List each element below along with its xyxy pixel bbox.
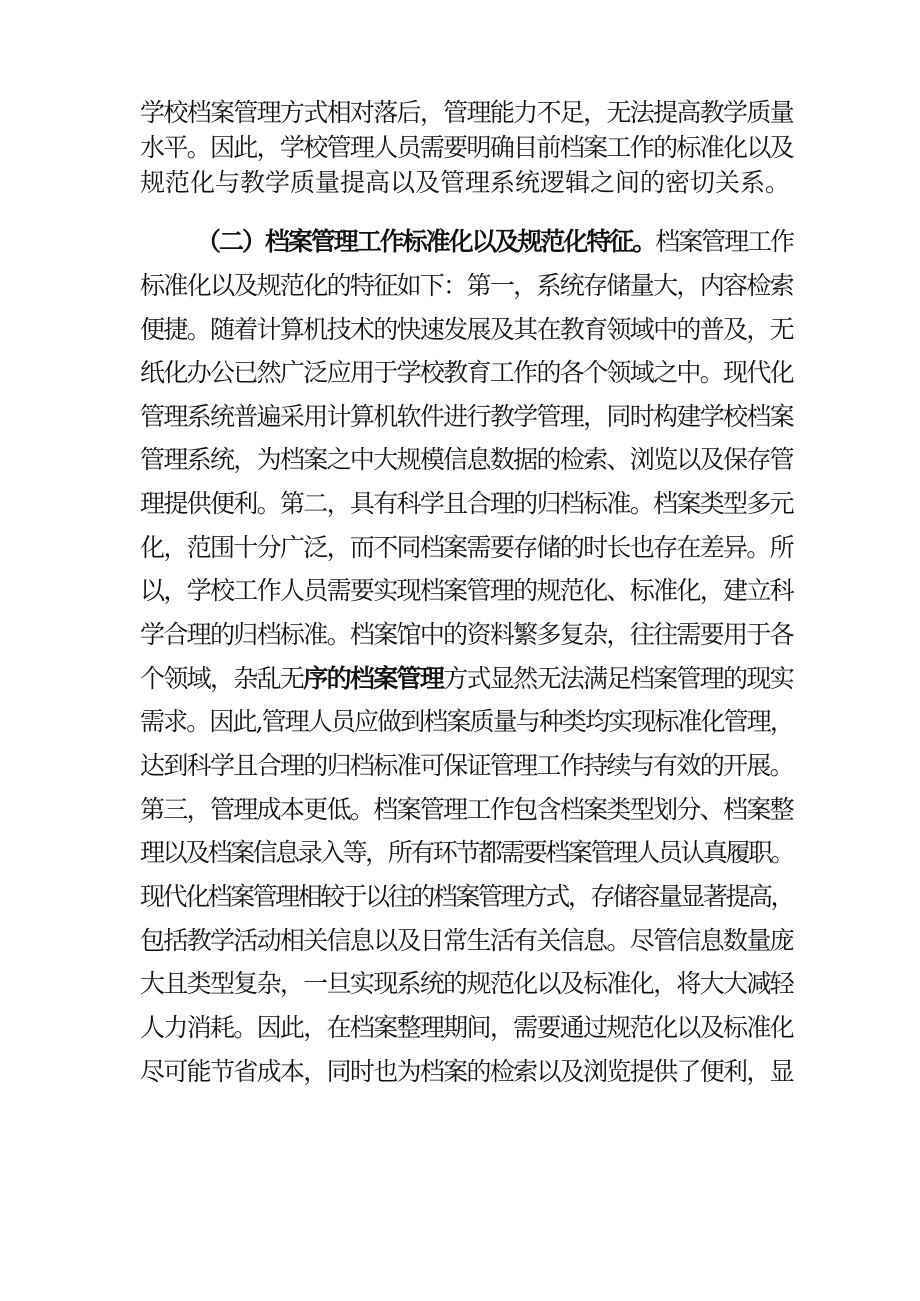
text-run: 规范化与教学质量提高以及管理系统逻辑之间的密切关系。 (140, 168, 791, 197)
text-run: 理以及档案信息录入等，所有环节都需要档案管理人员认真履职。 (140, 838, 794, 867)
paragraph-line (140, 397, 793, 437)
text-run: 个领域，杂乱无 (140, 664, 304, 693)
paragraph-line (140, 93, 793, 133)
bold-text-run: 序的档案管理 (303, 664, 444, 693)
paragraph-line (140, 528, 793, 568)
text-run: 人力消耗。因此，在档案整理期间，需要通过规范化以及标准化 (140, 1013, 794, 1042)
paragraph-line (140, 163, 790, 203)
text-run: 需求。因此,管理人员应做到档案质量与种类均实现标准化管理， (140, 707, 793, 736)
paragraph-line (140, 790, 793, 830)
paragraph-line (140, 353, 793, 393)
text-run: 标准化以及规范化的特征如下：第一，系统存储量大，内容检索 (140, 271, 794, 300)
paragraph-line (196, 222, 793, 262)
text-run: 达到科学且合理的归档标准可保证管理工作持续与有效的开展。 (140, 751, 794, 780)
paragraph-line (140, 1052, 793, 1092)
text-run: 大且类型复杂，一旦实现系统的规范化以及标准化，将大大减轻 (140, 969, 794, 998)
text-run: 水平。因此，学校管理人员需要明确目前档案工作的标准化以及 (140, 133, 794, 162)
paragraph-line (140, 659, 793, 699)
text-run: 第三，管理成本更低。档案管理工作包含档案类型划分、档案整 (140, 795, 794, 824)
text-run: 便捷。随着计算机技术的快速发展及其在教育领域中的普及，无 (140, 315, 794, 344)
text-run: 管理系统普遍采用计算机软件进行教学管理，同时构建学校档案 (140, 402, 794, 431)
paragraph-line (140, 128, 793, 168)
text-run: 以，学校工作人员需要实现档案管理的规范化、标准化，建立科 (140, 576, 794, 605)
paragraph-line (140, 571, 793, 611)
paragraph-line (140, 833, 793, 873)
text-run: 理提供便利。第二，具有科学且合理的归档标准。档案类型多元 (140, 489, 794, 518)
text-run: 方式显然无法满足档案管理的现实 (443, 664, 794, 693)
text-run: 包括教学活动相关信息以及日常生活有关信息。尽管信息数量庞 (140, 926, 794, 955)
text-run: 现代化档案管理相较于以往的档案管理方式，存储容量显著提高， (140, 882, 794, 911)
paragraph-line (140, 440, 793, 480)
paragraph-line (140, 310, 793, 350)
text-run: 化，范围十分广泛，而不同档案需要存储的时长也存在差异。所 (140, 533, 794, 562)
text-run: 学合理的归档标准。档案馆中的资料繁多复杂，往往需要用于各 (140, 620, 794, 649)
paragraph-line (140, 877, 793, 917)
paragraph-line (140, 746, 793, 786)
text-run: 档案管理工作 (655, 227, 794, 256)
text-run: 学校档案管理方式相对落后，管理能力不足，无法提高教学质量 (140, 98, 794, 127)
bold-text-run: （二）档案管理工作标准化以及规范化特征。 (196, 227, 656, 256)
paragraph-line (140, 1008, 793, 1048)
paragraph-line (140, 702, 793, 742)
paragraph-line (140, 615, 793, 655)
paragraph-line (140, 964, 793, 1004)
text-run: 管理系统，为档案之中大规模信息数据的检索、浏览以及保存管 (140, 445, 794, 474)
paragraph-line (140, 484, 793, 524)
text-run: 尽可能节省成本，同时也为档案的检索以及浏览提供了便利，显 (140, 1057, 794, 1086)
paragraph-line (140, 266, 793, 306)
text-run: 纸化办公已然广泛应用于学校教育工作的各个领域之中。现代化 (140, 358, 794, 387)
paragraph-line (140, 921, 793, 961)
